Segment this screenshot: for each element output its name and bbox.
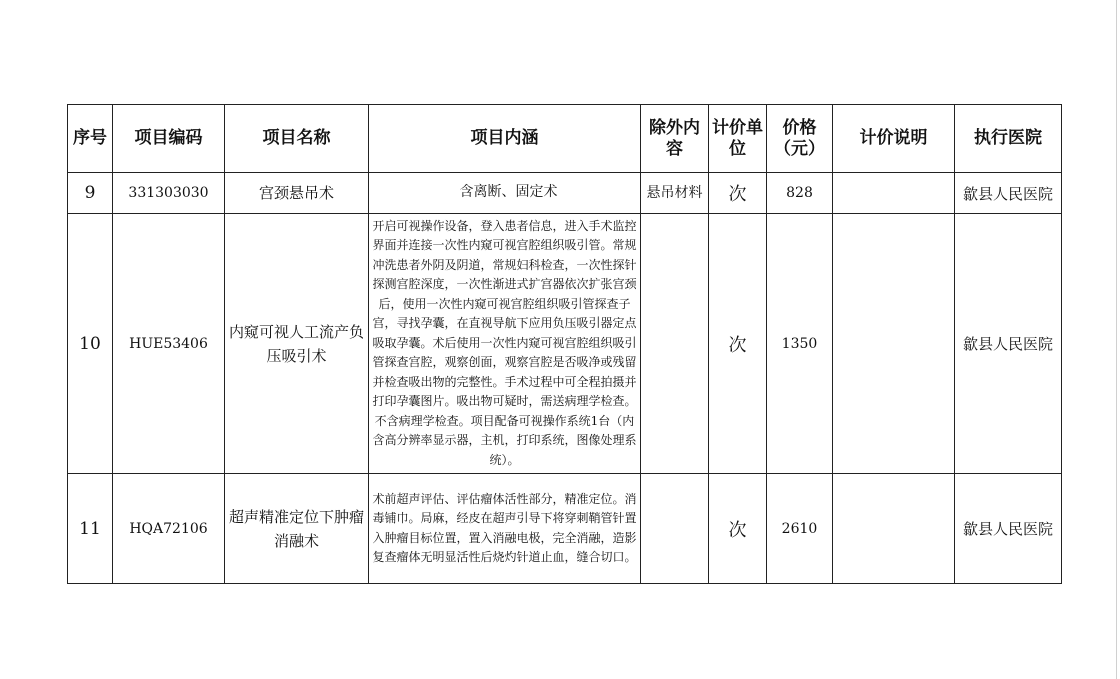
table-header-row — [68, 105, 1062, 173]
table-row — [68, 214, 1062, 474]
row-exclusions — [641, 474, 709, 584]
row-pricing-note — [833, 474, 955, 584]
row-unit: 次 — [709, 474, 767, 584]
table-row — [68, 474, 1062, 584]
table-row — [68, 173, 1062, 214]
row-name: 宫颈悬吊术 — [225, 173, 369, 214]
row-content: 开启可视操作设备，登入患者信息，进入手术监控界面并连接一次性内窥可视宫腔组织吸引管。常规冲洗患者外阴及阴道，常规妇科检查，一次性探针探测宫腔深度，一次性渐进式扩宫器依次扩张宫颈后，使用一次性内窥可视宫腔组织吸引管探查子宫，寻找孕囊，在直视导航下应用负压吸引器定点吸取孕囊。术后使用一次性内窥可视宫腔组织吸引管探查宫腔，观察创面，观察宫腔是否吸净或残留并检查吸出物的完整性。手术过程中可全程拍摄并打印孕囊图片。吸出物可疑时，需送病理学检查。不含病理学检查。项目配备可视操作系统1台（内含高分辨率显示器，主机，打印系统，图像处理系统）。 — [369, 214, 641, 474]
row-exclusions — [641, 214, 709, 474]
fee-schedule-table — [67, 104, 1062, 584]
row-unit: 次 — [709, 173, 767, 214]
page-edge-rule — [1116, 0, 1117, 679]
row-unit: 次 — [709, 214, 767, 474]
header-content: 项目内涵 — [369, 105, 641, 173]
row-pricing-note — [833, 214, 955, 474]
header-unit: 计价单位 — [709, 105, 767, 173]
header-hospital: 执行医院 — [955, 105, 1062, 173]
row-pricing-note — [833, 173, 955, 214]
header-pricing-note: 计价说明 — [833, 105, 955, 173]
row-price: 828 — [767, 173, 833, 214]
row-code: 331303030 — [113, 173, 225, 214]
row-code: HQA72106 — [113, 474, 225, 584]
row-price: 2610 — [767, 474, 833, 584]
row-hospital: 歙县人民医院 — [955, 474, 1062, 584]
header-name: 项目名称 — [225, 105, 369, 173]
row-hospital: 歙县人民医院 — [955, 214, 1062, 474]
row-name: 内窥可视人工流产负压吸引术 — [225, 214, 369, 474]
row-content: 术前超声评估、评估瘤体活性部分，精准定位。消毒铺巾。局麻，经皮在超声引导下将穿刺鞘管针置入肿瘤目标位置，置入消融电极，完全消融，造影复查瘤体无明显活性后烧灼针道止血，缝合切口。 — [369, 474, 641, 584]
row-price: 1350 — [767, 214, 833, 474]
row-hospital: 歙县人民医院 — [955, 173, 1062, 214]
row-seq: 9 — [68, 173, 113, 214]
row-exclusions: 悬吊材料 — [641, 173, 709, 214]
row-code: HUE53406 — [113, 214, 225, 474]
row-seq: 10 — [68, 214, 113, 474]
row-content: 含离断、固定术 — [369, 173, 641, 214]
header-price: 价格（元） — [767, 105, 833, 173]
row-name: 超声精准定位下肿瘤消融术 — [225, 474, 369, 584]
header-code: 项目编码 — [113, 105, 225, 173]
header-seq: 序号 — [68, 105, 113, 173]
header-exclusions: 除外内容 — [641, 105, 709, 173]
row-seq: 11 — [68, 474, 113, 584]
